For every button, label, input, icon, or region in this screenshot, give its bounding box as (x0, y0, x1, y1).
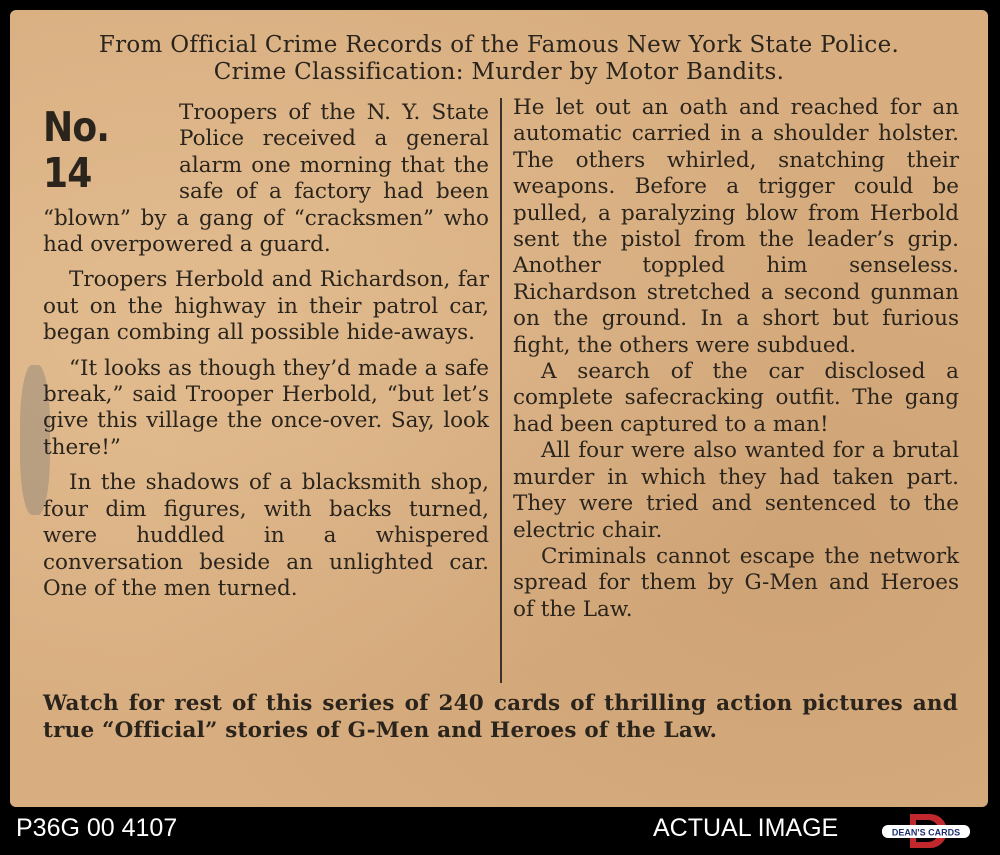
paragraph-8: Criminals cannot escape the network spread for them by G-Men and Heroes of the Law. (513, 543, 959, 622)
deans-cards-logo-icon (880, 812, 972, 850)
card-header (10, 32, 988, 86)
header-line-1: From Official Crime Records of the Famous New York State Police. (98, 32, 900, 58)
card-footer: Watch for rest of this series of 240 cards of thrilling action pictures and true “Official” stories of G-Men and Heroes of the Law. (43, 691, 958, 743)
paragraph-5: He let out an oath and reached for an automatic carried in a shoulder holster. The others whirled, snatching their weapons. Before a trigger could be pulled, a paralyzing blow from Herbold sent the pistol from the leader’s grip. Another toppled him senseless. Richardson stretched a second gunman on the ground. In a short but furious fight, the others were subdued. (513, 95, 959, 358)
left-column (43, 100, 489, 602)
paragraph-3: “It looks as though they’d made a safe break,” said Trooper Herbold, “but let’s give this village the once-over. Say, look there!” (43, 355, 489, 460)
trading-card-back (10, 10, 988, 807)
paragraph-4: In the shadows of a blacksmith shop, four dim figures, with backs turned, were huddled in a whispered conversation beside an unlighted car. One of the men turned. (43, 470, 489, 601)
paragraph-2: Troopers Herbold and Richardson, far out on the highway in their patrol car, began combing all possible hide-aways. (43, 267, 489, 346)
logo-text: DEAN'S CARDS (891, 827, 961, 838)
paragraph-1-text: Troopers of the N. Y. State Police received a general alarm one morning that the safe of a factory had been “blown” by a gang of “cracksmen” who had overpowered a guard. (43, 100, 489, 258)
paragraph-1 (43, 100, 489, 258)
card-number: No. 14 (43, 103, 110, 197)
right-column (513, 95, 959, 623)
paragraph-7: All four were also wanted for a brutal murder in which they had taken part. They were tried and sentenced to the electric chair. (513, 438, 959, 543)
paragraph-6: A search of the car disclosed a complete safecracking outfit. The gang had been captured to a man! (513, 359, 959, 437)
header-line-2: Crime Classification: Murder by Motor Bandits. (213, 59, 785, 85)
image-label: ACTUAL IMAGE (653, 814, 839, 842)
column-divider (500, 98, 502, 683)
item-code: P36G 00 4107 (16, 814, 178, 842)
